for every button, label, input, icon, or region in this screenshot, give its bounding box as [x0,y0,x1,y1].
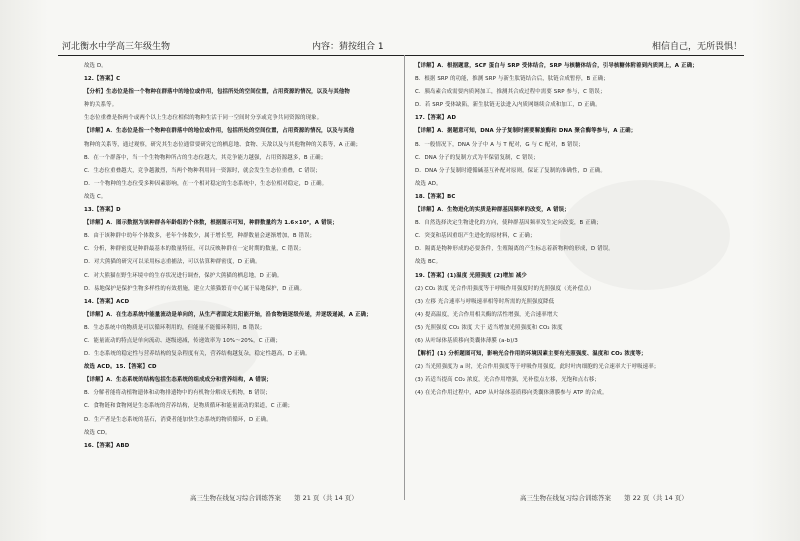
left-page-footer: 高三生物在线复习综合训练答案 第 21 页（共 14 页） [190,494,358,502]
answer-line: B．由于该种群中幼年个体数多，老年个体数少，属于增长型，种群数量会逐渐增加，B 错误； [84,233,316,240]
answer-line: B．自然选择决定生物进化的方向，使种群基因频率发生定向改变，B 正确； [415,220,602,227]
answer-line: (4) 提高温度，光合作用相关酶的活性增强，光合速率增大 [415,311,558,318]
answer-line: (2) 当光照强度为 a 时，光合作用强度等于呼吸作用强度，此时叶肉细胞的光合速率大于呼吸速率； [415,364,660,371]
column-divider [404,55,405,500]
answer-line: (4) 在光合作用过程中，ADP 从叶绿体基质移向类囊体薄膜参与 ATP 的合成。 [415,390,608,397]
right-page-footer: 高三生物在线复习综合训练答案 第 22 页（共 14 页） [520,494,688,502]
answer-line: 故选 C。 [84,193,107,200]
answer-line: 【解析】(1) 分析题图可知，影响光合作用的环境因素主要有光照强度、温度和 CO₂ 浓度等； [415,351,647,358]
answer-line: C．分析，种群密度是种群最基本的数量特征，可以反映种群在一定时期的数量，C 错误； [84,246,305,253]
answer-line: D．生产者是生态系统的基石，消费者能加快生态系统的物质循环，D 正确。 [84,416,272,423]
answer-line: 种的关系等。 [84,102,118,109]
answer-line: 17.【答案】AD [415,115,457,122]
content-label: 内容：猜按组合 1 [312,42,384,52]
answer-line: C．能量流动的特点是单向流动、逐级递减，传递效率为 10%～20%，C 正确； [84,337,282,344]
answer-line: C．对大熊猫在野生环境中的生存状况进行调查，保护大熊猫的栖息地，D 正确。 [84,272,283,279]
answer-line: 19.【答案】(1)温度 光照强度 (2)增加 减少 [415,272,527,279]
answer-line: 物种的关系等，通过观察，研究其生态位通常要研究它的栖息地、食物、天敌以及与其他物种的关系等，A 正确； [84,141,362,148]
answer-line: 生态位重叠是指两个或两个以上生态位相似的物种生活于同一空间时分享或竞争共同资源的现象。 [84,115,323,122]
answer-line: B．一般情况下，DNA 分子中 A 与 T 配对，G 与 C 配对，B 错误； [415,141,584,148]
answer-line: D．对大熊猫的研究可以采用标志重捕法，可以估算种群密度，D 正确。 [84,259,261,266]
answer-line: 14.【答案】ACD [84,298,130,305]
answer-line: 【详解】A．在生态系统中能量流动是单向的，从生产者固定太阳能开始，沿食物链逐级传递，并逐级递减，A 正确； [84,311,372,318]
answer-line: 12.【答案】C [84,76,121,83]
answer-line: 【详解】A．生物进化的实质是种群基因频率的改变，A 错误； [415,207,570,214]
answer-line: D．一个物种的生态位受多种因素影响，在一个相对稳定的生态系统中，生态位相对稳定，D 正确。 [84,180,328,187]
answer-line: 故选 ACD。15.【答案】CD [84,364,157,371]
answer-line: D．DNA 分子复制时遵循碱基互补配对原则，保证了复制的准确性，D 正确。 [415,167,606,174]
answer-line: 故选 D。 [84,63,107,69]
answer-line: C．食物链和食物网是生态系统的营养结构，是物质循环和能量流动的渠道，C 正确； [84,403,294,410]
answer-line: 故选 BC。 [415,259,442,266]
left-answer-column [84,60,392,480]
answer-line: (6) 从叶绿体基质移向类囊体薄膜 (a-b)/3 [415,337,519,344]
answer-line: (5) 光照强度 CO₂ 浓度 大于 适当增加光照强度和 CO₂ 浓度 [415,324,563,331]
answer-line: C．突变和基因重组产生进化的原材料，C 正确； [415,233,536,240]
answer-line: (3) 若适当提高 CO₂ 浓度，光合作用增强，光补偿点左移，光饱和点右移； [415,377,600,384]
answer-line: D．易地保护是保护生物多样性的有效措施，建立大熊猫繁育中心属于易地保护，D 正确。 [84,285,306,292]
answer-line: 【详解】A．生态位是指一个物种在群落中的地位或作用，包括所处的空间位置，占用资源的情况，以及与其他 [84,128,355,135]
page-header [62,40,742,54]
answer-line: B．生态系统中的物质是可以循环利用的，但能量不能循环利用，B 错误； [84,324,266,331]
answer-line: D．生态系统的稳定性与营养结构的复杂程度有关，营养结构越复杂，稳定性越高，D 正确。 [84,351,311,358]
answer-line: C．生态位重叠越大，竞争越激烈，当两个物种利用同一资源时，就会发生生态位重叠，C 错误； [84,167,321,174]
answer-line: B．分解者能将动植物遗体和动物排遗物中的有机物分解成无机物，B 错误； [84,390,271,397]
answer-line: (3) 左移 光合速率与呼吸速率相等时所需的光照强度降低 [415,298,555,305]
right-answer-column [415,60,723,480]
answer-line: 【详解】A．据题意可知，DNA 分子复制时需要解旋酶和 DNA 聚合酶等参与，A 正确； [415,128,637,135]
answer-line: C．DNA 分子的复制方式为半保留复制，C 错误； [415,154,539,161]
answer-line: 故选 AD。 [415,180,442,187]
answer-line: 【详解】A．图示数据为该种群各年龄组的个体数，根据图示可知，种群数量约为 1.6×10⁶，A 错误； [84,220,338,227]
answer-line: 故选 CD。 [84,429,111,436]
answer-line: (2) CO₂ 浓度 光合作用强度等于呼吸作用强度时的光照强度（光补偿点） [415,285,595,292]
answer-line: 18.【答案】BC [415,193,456,200]
header-rule [58,55,744,56]
school-title: 河北衡水中学高三年级生物 [62,42,171,52]
answer-line: 【分析】生态位是指一个物种在群落中的地位或作用，包括所处的空间位置，占用资源的情况，以及与其他物 [84,89,350,96]
answer-line: D．隔离是物种形成的必要条件，生殖隔离的产生标志着新物种的形成，D 错误。 [415,246,614,253]
answer-line: C．胰岛素合成需要内质网加工，推测其合成过程中需要 SRP 参与，C 错误； [415,89,606,96]
answer-line: B．根据 SRP 的功能，推测 SRP 与新生肽链结合后，肽链合成暂停，B 正确； [415,76,609,83]
answer-line: 【详解】A．根据题意，SCF 蛋白与 SRP 受体结合，SRP 与核糖体结合，引导核糖体附着到内质网上，A 正确； [415,63,698,69]
answer-line: 【详解】A．生态系统的结构包括生态系统的组成成分和营养结构，A 错误； [84,377,272,384]
motto: 相信自己，无所畏惧！ [651,42,742,52]
answer-line: D．若 SRP 受体缺陷，新生肽链无法进入内质网继续合成和加工，D 正确。 [415,102,601,109]
answer-line: B．在一个群落中，当一个生物物种所占的生态位越大，其竞争能力越强，占用资源越多，B 正确； [84,154,327,161]
answer-line: 13.【答案】D [84,207,121,214]
answer-line: 16.【答案】ABD [84,442,130,449]
